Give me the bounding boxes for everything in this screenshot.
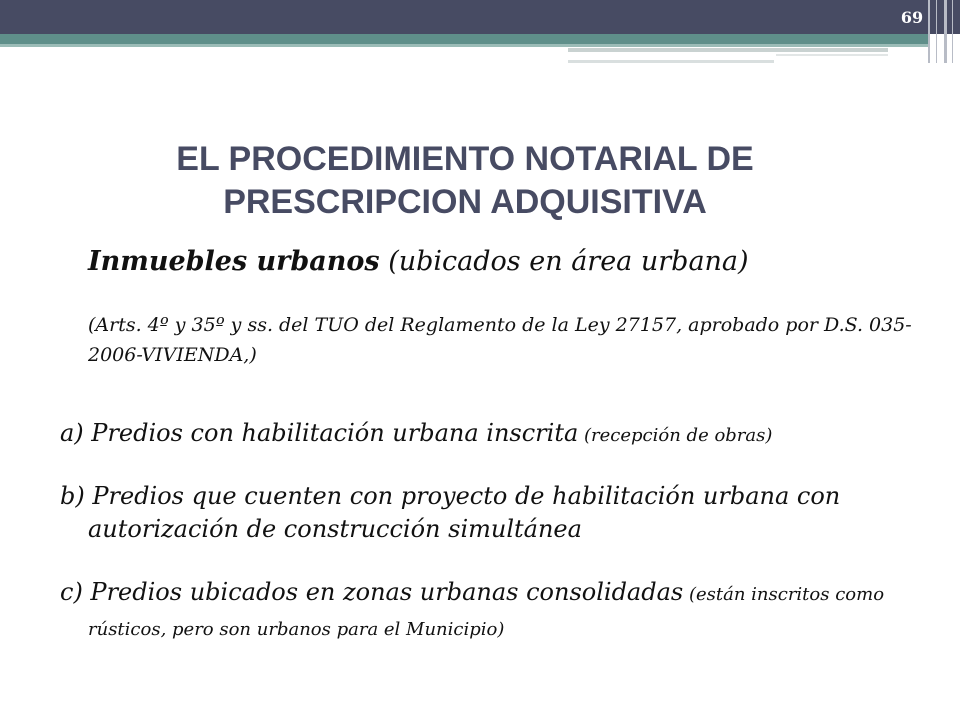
slide-title-line-2: PRESCRIPCION ADQUISITIVA	[223, 183, 707, 221]
subtitle-rest: (ubicados en área urbana)	[379, 246, 749, 277]
legal-reference-note: (Arts. 4º y 35º y ss. del TUO del Reglamento de la Ley 27157, aprobado por D.S. 035-2006-VIVIENDA,)	[88, 314, 912, 366]
list-item-note: (están inscritos como rústicos, pero son urbanos para el Municipio)	[88, 584, 885, 640]
subtitle-bold: Inmuebles urbanos	[88, 246, 380, 277]
decorative-vertical-line	[928, 0, 930, 63]
list-item-main: c) Predios ubicados en zonas urbanas consolidadas	[60, 578, 684, 606]
list-item-b	[60, 480, 960, 548]
header-accent-band	[0, 34, 930, 44]
decorative-line	[568, 48, 888, 52]
decorative-vertical-line	[936, 0, 937, 63]
slide-title	[70, 138, 860, 224]
decorative-vertical-line	[952, 0, 953, 63]
decorative-line	[568, 60, 774, 63]
list-item-note: (recepción de obras)	[578, 425, 773, 446]
section-subtitle	[88, 246, 948, 277]
list-item-a	[60, 417, 960, 452]
list-item-main: b) Predios que cuenten con proyecto de habilitación urbana con autorización de construcción simultánea	[60, 482, 841, 543]
slide-title-line-1: EL PROCEDIMIENTO NOTARIAL DE	[176, 140, 754, 178]
page-number: 69	[900, 8, 924, 27]
decorative-line	[776, 54, 888, 56]
list-item-main: a) Predios con habilitación urbana inscrita	[60, 419, 579, 447]
decorative-vertical-line	[944, 0, 947, 63]
list-item-c	[60, 576, 960, 646]
header-bar	[0, 0, 960, 34]
header-accent-line	[0, 44, 930, 47]
